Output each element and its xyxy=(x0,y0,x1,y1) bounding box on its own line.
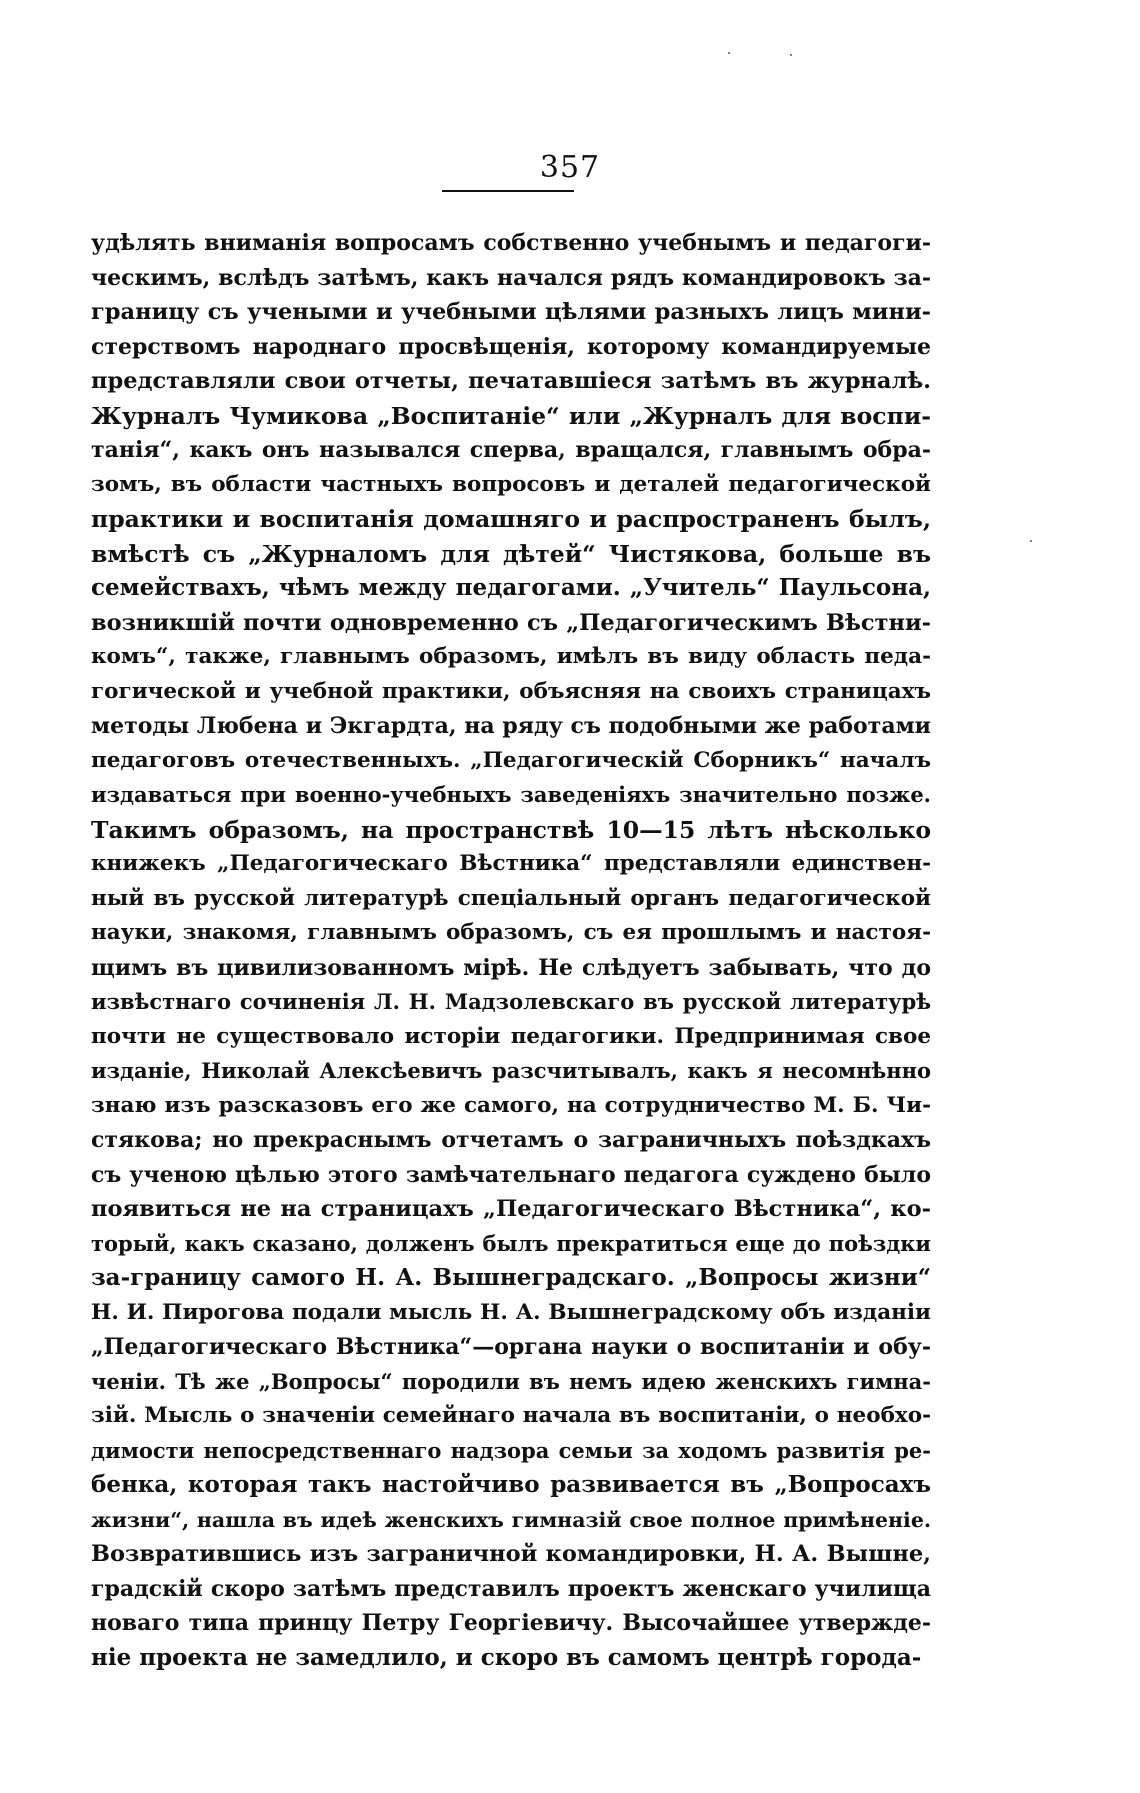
text-line: изданіе, Николай Алексѣевичъ разсчитывалъ, какъ я несомнѣнно xyxy=(91,1058,931,1083)
text-line: стерствомъ народнаго просвѣщенія, которому командируемые xyxy=(91,333,931,360)
text-line: книжекъ „Педагогическаго Вѣстника“ представляли единствен- xyxy=(91,851,931,876)
text-line: семействахъ, чѣмъ между педагогами. „Учитель“ Паульсона, xyxy=(91,574,931,601)
text-line: жизни“, нашла въ идеѣ женскихъ гимназій свое полное примѣненіе. xyxy=(91,1507,931,1532)
text-line: границу съ учеными и учебными цѣлями разныхъ лицъ мини- xyxy=(91,299,931,325)
text-line: ченіи. Тѣ же „Вопросы“ породили въ немъ идею женскихъ гимна- xyxy=(91,1368,931,1394)
text-line: извѣстнаго сочиненія Л. Н. Мадзолевскаго въ русской литературѣ xyxy=(91,989,931,1014)
text-line: стякова; но прекраснымъ отчетамъ о заграничныхъ поѣздкахъ xyxy=(91,1127,931,1153)
print-speck xyxy=(790,54,792,56)
text-line: ніе проекта не замедлило, и скоро въ самомъ центрѣ города- xyxy=(91,1643,922,1671)
text-line: съ ученою цѣлью этого замѣчательнаго педагога суждено было xyxy=(91,1161,931,1188)
text-line: появиться не на страницахъ „Педагогическаго Вѣстника“, ко- xyxy=(91,1196,931,1222)
text-line: зій. Мысль о значеніи семейнаго начала въ воспитаніи, о необхо- xyxy=(91,1403,931,1428)
text-line: Такимъ образомъ, на пространствѣ 10—15 лѣтъ нѣсколько xyxy=(91,815,931,844)
text-line: науки, знакомя, главнымъ образомъ, съ ея прошлымъ и настоя- xyxy=(91,920,931,945)
text-line: гогической и учебной практики, объясняя на своихъ страницахъ xyxy=(91,678,931,704)
text-line: представляли свои отчеты, печатавшіеся затѣмъ въ журналѣ. xyxy=(91,368,931,394)
text-line: Возвратившись изъ заграничной командировки, Н. А. Вышне, xyxy=(91,1541,931,1567)
text-line: щимъ въ цивилизованномъ мірѣ. Не слѣдуетъ забывать, что до xyxy=(91,954,931,981)
text-line: димости непосредственнаго надзора семьи за ходомъ развитія ре- xyxy=(91,1437,931,1463)
text-line: педагоговъ отечественныхъ. „Педагогическій Сборникъ“ началъ xyxy=(91,747,931,773)
text-line: Журналъ Чумикова „Воспитаніе“ или „Журналъ для воспи- xyxy=(91,401,931,430)
text-line: за-границу самого Н. А. Вышнеградскаго. „Вопросы жизни“ xyxy=(91,1264,931,1291)
text-line: возникшій почти одновременно съ „Педагогическимъ Вѣстни- xyxy=(91,609,931,636)
text-line: Н. И. Пирогова подали мысль Н. А. Вышнеградскому объ изданіи xyxy=(91,1299,931,1325)
page-body-text xyxy=(91,226,931,1675)
page-number-rule xyxy=(442,190,574,192)
text-line: удѣлять вниманія вопросамъ собственно учебнымъ и педагоги- xyxy=(91,230,931,256)
text-line: зомъ, въ области частныхъ вопросовъ и деталей педагогической xyxy=(91,471,931,497)
text-line: почти не существовало исторіи педагогики. Предпринимая свое xyxy=(91,1023,931,1049)
page-number: 357 xyxy=(539,150,601,185)
text-line: практики и воспитанія домашняго и распространенъ былъ, xyxy=(91,505,931,533)
text-line: градскій скоро затѣмъ представилъ проектъ женскаго училища xyxy=(91,1575,931,1602)
text-line: новаго типа принцу Петру Георгіевичу. Высочайшее утвержде- xyxy=(91,1610,931,1636)
text-line: знаю изъ разсказовъ его же самого, на сотрудничество М. Б. Чи- xyxy=(91,1092,931,1118)
text-line: издаваться при военно-учебныхъ заведеніяхъ значительно позже. xyxy=(91,782,931,807)
text-line: ческимъ, вслѣдъ затѣмъ, какъ начался рядъ командировокъ за- xyxy=(91,264,931,291)
text-line: бенка, которая такъ настойчиво развивается въ „Вопросахъ xyxy=(91,1471,931,1498)
print-speck xyxy=(1030,540,1032,542)
print-speck xyxy=(728,52,730,54)
text-line: методы Любена и Экгардта, на ряду съ подобными же работами xyxy=(91,713,931,739)
text-line: вмѣстѣ съ „Журналомъ для дѣтей“ Чистякова, больше въ xyxy=(91,539,931,568)
text-line: ный въ русской литературѣ спеціальный органъ педагогической xyxy=(91,885,931,911)
text-line: „Педагогическаго Вѣстника“—органа науки о воспитаніи и обу- xyxy=(91,1334,931,1360)
text-line: танія“, какъ онъ назывался сперва, вращался, главнымъ обра- xyxy=(91,437,931,463)
text-line: торый, какъ сказано, долженъ былъ прекратиться еще до поѣздки xyxy=(91,1230,931,1256)
text-line: комъ“, также, главнымъ образомъ, имѣлъ въ виду область педа- xyxy=(91,644,931,669)
